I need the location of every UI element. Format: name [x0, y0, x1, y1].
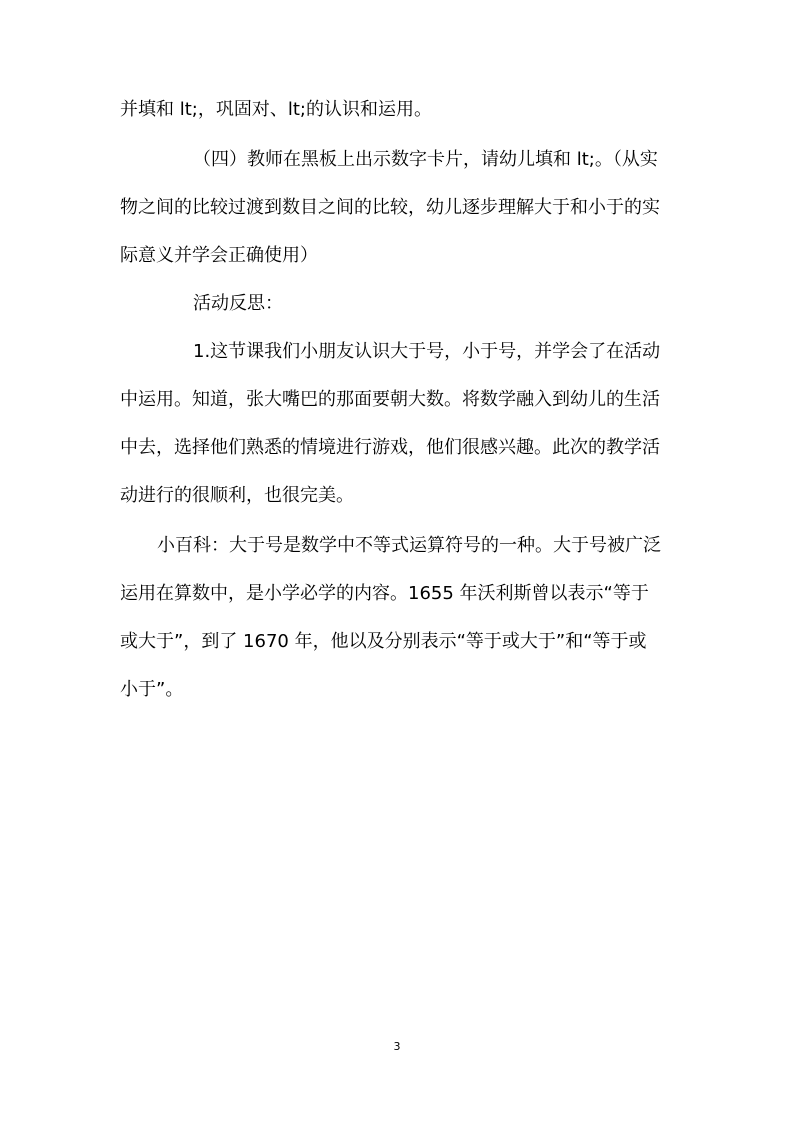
paragraph-line: 物之间的比较过渡到数目之间的比较，幼儿逐步理解大于和小于的实 — [120, 197, 660, 218]
paragraph-line: 或大于”，到了 1670 年，他以及分别表示“等于或大于”和“等于或 — [120, 631, 647, 652]
paragraph-line: 运用在算数中，是小学必学的内容。1655 年沃利斯曾以表示“等于 — [120, 583, 649, 604]
paragraph-line: 1.这节课我们小朋友认识大于号，小于号，并学会了在活动 — [193, 341, 661, 362]
paragraph-line: 中运用。知道，张大嘴巴的那面要朝大数。将数学融入到幼儿的生活 — [120, 389, 660, 410]
paragraph-line: 小于”。 — [120, 679, 184, 700]
paragraph-line: 际意义并学会正确使用） — [120, 245, 318, 266]
page-number: 3 — [393, 1040, 401, 1053]
paragraph-line: 并填和 lt;，巩固对、lt;的认识和运用。 — [120, 99, 432, 120]
section-heading: 活动反思： — [193, 293, 283, 314]
paragraph-line: 动进行的很顺利，也很完美。 — [120, 485, 354, 506]
paragraph-line: 小百科：大于号是数学中不等式运算符号的一种。大于号被广泛 — [157, 535, 661, 556]
paragraph-line: 中去，选择他们熟悉的情境进行游戏，他们很感兴趣。此次的教学活 — [120, 437, 660, 458]
paragraph-line: （四）教师在黑板上出示数字卡片，请幼儿填和 lt;。（从实 — [193, 149, 658, 170]
